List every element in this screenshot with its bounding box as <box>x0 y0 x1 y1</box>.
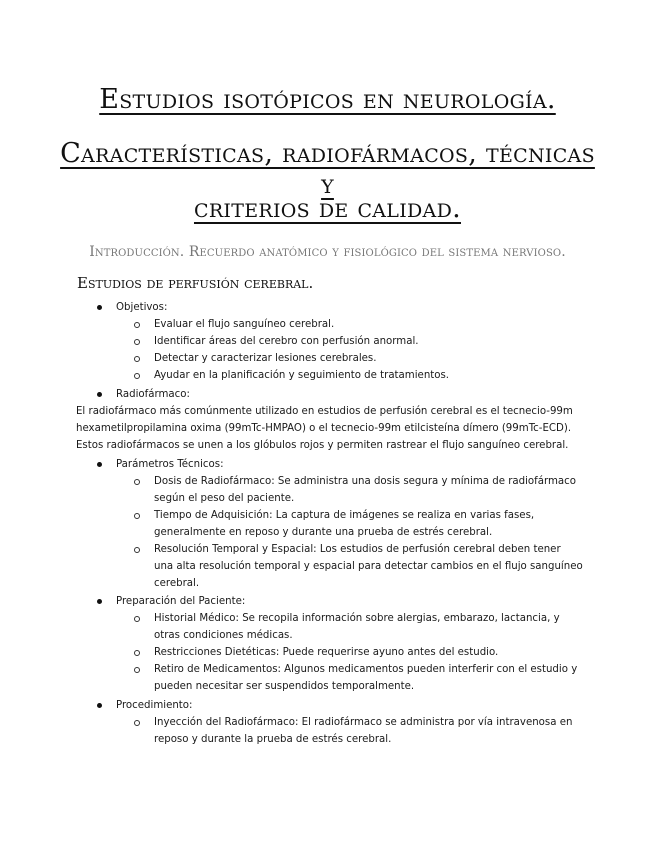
bullet-icon <box>97 462 102 467</box>
list-item-continuation: pueden necesitar ser suspendidos temporalmente. <box>154 681 415 692</box>
list-item: Inyección del Radiofármaco: El radiofármaco se administra por vía intravenosa en <box>154 717 573 728</box>
preparacion-label: Preparación del Paciente: <box>116 596 246 607</box>
circle-bullet-icon <box>134 513 140 519</box>
document-title-line-1: Estudios isotópicos en neurología. <box>99 84 556 115</box>
list-item-continuation: según el peso del paciente. <box>154 493 295 504</box>
list-item: Tiempo de Adquisición: La captura de imágenes se realiza en varias fases, <box>154 510 535 521</box>
circle-bullet-icon <box>134 339 140 345</box>
circle-bullet-icon <box>134 667 140 673</box>
bullet-icon <box>97 703 102 708</box>
list-item: Historial Médico: Se recopila información sobre alergias, embarazo, lactancia, y <box>154 613 560 624</box>
bullet-icon <box>97 305 102 310</box>
circle-bullet-icon <box>134 322 140 328</box>
circle-bullet-icon <box>134 616 140 622</box>
list-item-continuation: generalmente en reposo y durante una prueba de estrés cerebral. <box>154 527 493 538</box>
list-item: Resolución Temporal y Espacial: Los estudios de perfusión cerebral deben tener <box>154 544 561 555</box>
bullet-icon <box>97 599 102 604</box>
list-item: Identificar áreas del cerebro con perfusión anormal. <box>154 336 419 347</box>
circle-bullet-icon <box>134 720 140 726</box>
document-title-line-3: criterios de calidad. <box>193 193 461 224</box>
document-title-line-2: Características, radiofármacos, técnicas y <box>60 138 595 200</box>
paragraph-line: hexametilpropilamina oxima (99mTc-HMPAO) o el tecnecio-99m etilcisteína dímero (99mTc-ECD). <box>76 423 572 434</box>
radiofarmaco-label: Radiofármaco: <box>116 389 190 400</box>
list-item-continuation: otras condiciones médicas. <box>154 630 293 641</box>
list-item: Restricciones Dietéticas: Puede requerirse ayuno antes del estudio. <box>154 647 499 658</box>
section-heading: Estudios de perfusión cerebral. <box>77 274 314 292</box>
objetivos-label: Objetivos: <box>116 302 168 313</box>
list-item-continuation: reposo y durante la prueba de estrés cerebral. <box>154 734 392 745</box>
introduction-heading: Introducción. Recuerdo anatómico y fisiológico del sistema nervioso. <box>89 244 566 260</box>
procedimiento-label: Procedimiento: <box>116 700 193 711</box>
parametros-label: Parámetros Técnicos: <box>116 459 224 470</box>
list-item: Detectar y caracterizar lesiones cerebrales. <box>154 353 377 364</box>
list-item: Evaluar el flujo sanguíneo cerebral. <box>154 319 335 330</box>
circle-bullet-icon <box>134 356 140 362</box>
list-item: Ayudar en la planificación y seguimiento de tratamientos. <box>154 370 450 381</box>
list-item: Retiro de Medicamentos: Algunos medicamentos pueden interferir con el estudio y <box>154 664 578 675</box>
circle-bullet-icon <box>134 373 140 379</box>
list-item-continuation: cerebral. <box>154 578 200 589</box>
paragraph-line: El radiofármaco más comúnmente utilizado en estudios de perfusión cerebral es el tecnecio-99m <box>76 406 573 417</box>
bullet-icon <box>97 392 102 397</box>
list-item-continuation: una alta resolución temporal y espacial para detectar cambios en el flujo sanguíneo <box>154 561 583 572</box>
paragraph-line: Estos radiofármacos se unen a los glóbulos rojos y permiten rastrear el flujo sanguíneo cerebral. <box>76 440 569 451</box>
circle-bullet-icon <box>134 547 140 553</box>
circle-bullet-icon <box>134 479 140 485</box>
circle-bullet-icon <box>134 650 140 656</box>
list-item: Dosis de Radiofármaco: Se administra una dosis segura y mínima de radiofármaco <box>154 476 576 487</box>
